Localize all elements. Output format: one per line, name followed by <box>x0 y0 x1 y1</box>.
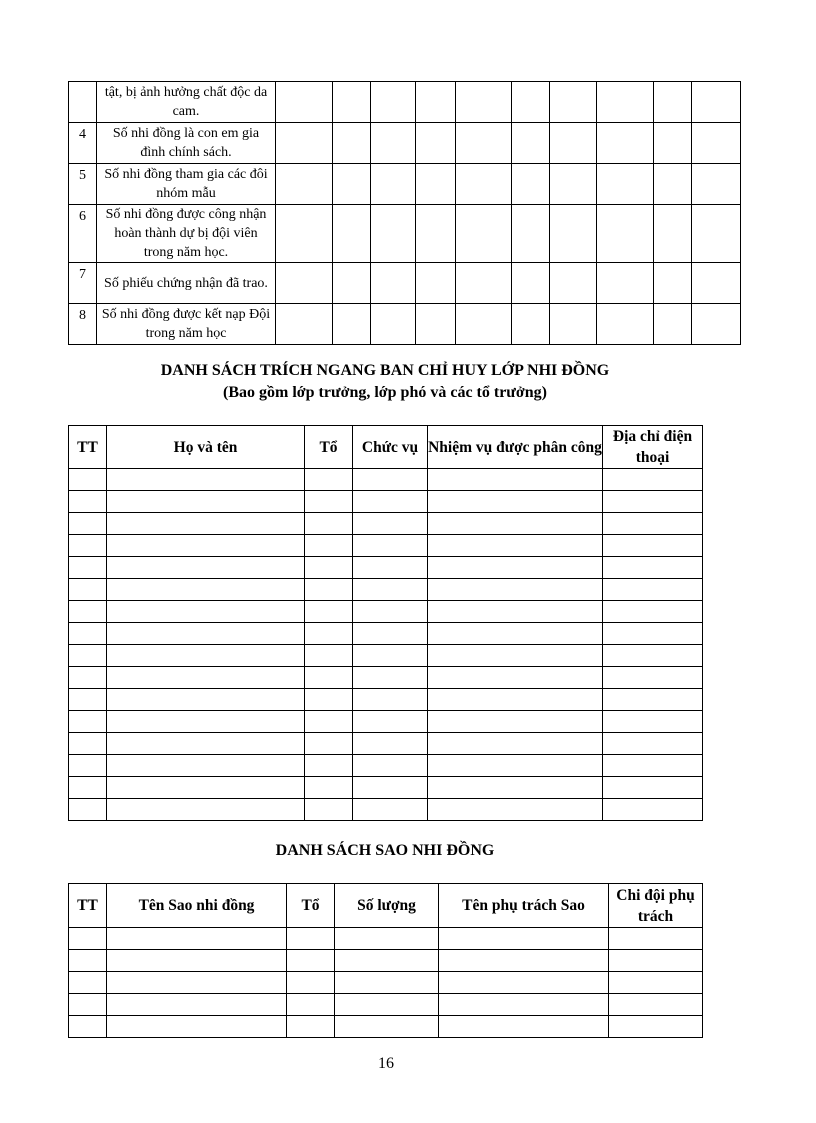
row-number: 7 <box>69 263 97 304</box>
committee-title: DANH SÁCH TRÍCH NGANG BAN CHỈ HUY LỚP NHI ĐỒNG <box>160 362 610 379</box>
blank-cell <box>69 950 107 972</box>
blank-cell <box>305 645 353 667</box>
blank-cell <box>603 689 703 711</box>
blank-cell <box>654 82 692 123</box>
blank-cell <box>69 928 107 950</box>
table-row <box>69 557 703 579</box>
blank-cell <box>276 205 333 263</box>
blank-cell <box>353 601 428 623</box>
blank-cell <box>333 205 371 263</box>
blank-cell <box>428 645 603 667</box>
blank-cell <box>305 689 353 711</box>
table-row <box>69 799 703 821</box>
blank-cell <box>69 1016 107 1038</box>
blank-cell <box>428 557 603 579</box>
blank-cell <box>69 557 107 579</box>
blank-cell <box>692 205 741 263</box>
blank-cell <box>456 263 512 304</box>
blank-cell <box>456 205 512 263</box>
star-title: DANH SÁCH SAO NHI ĐỒNG <box>275 842 495 859</box>
blank-cell <box>69 513 107 535</box>
blank-cell <box>69 777 107 799</box>
blank-cell <box>512 82 550 123</box>
table-row <box>69 491 703 513</box>
blank-cell <box>353 799 428 821</box>
blank-cell <box>69 755 107 777</box>
blank-cell <box>603 535 703 557</box>
blank-cell <box>107 799 305 821</box>
blank-cell <box>609 1016 703 1038</box>
table-row <box>69 82 741 123</box>
blank-cell <box>439 994 609 1016</box>
blank-cell <box>550 164 597 205</box>
col-header-position: Chức vụ <box>353 426 428 469</box>
blank-cell <box>333 164 371 205</box>
blank-cell <box>353 755 428 777</box>
blank-cell <box>287 928 335 950</box>
blank-cell <box>654 205 692 263</box>
col-header-star-leader: Tên phụ trách Sao <box>439 884 609 928</box>
blank-cell <box>107 557 305 579</box>
blank-cell <box>692 82 741 123</box>
blank-cell <box>456 164 512 205</box>
blank-cell <box>107 733 305 755</box>
blank-cell <box>416 82 456 123</box>
blank-cell <box>107 950 287 972</box>
row-number: 6 <box>69 205 97 263</box>
blank-cell <box>597 304 654 345</box>
blank-cell <box>305 799 353 821</box>
col-header-team: Tổ <box>305 426 353 469</box>
blank-cell <box>107 513 305 535</box>
blank-cell <box>416 123 456 164</box>
blank-cell <box>353 689 428 711</box>
blank-cell <box>692 164 741 205</box>
blank-cell <box>287 1016 335 1038</box>
row-number <box>69 82 97 123</box>
blank-cell <box>371 123 416 164</box>
blank-cell <box>69 667 107 689</box>
blank-cell <box>371 205 416 263</box>
blank-cell <box>107 755 305 777</box>
committee-table <box>68 425 703 821</box>
blank-cell <box>597 123 654 164</box>
row-label: Số nhi đồng là con em gia đình chính sách. <box>97 123 276 164</box>
blank-cell <box>609 950 703 972</box>
blank-cell <box>276 123 333 164</box>
blank-cell <box>353 777 428 799</box>
blank-cell <box>305 777 353 799</box>
blank-cell <box>428 799 603 821</box>
blank-cell <box>428 711 603 733</box>
blank-cell <box>609 928 703 950</box>
blank-cell <box>353 645 428 667</box>
row-number: 8 <box>69 304 97 345</box>
blank-cell <box>107 623 305 645</box>
blank-cell <box>276 82 333 123</box>
table-row <box>69 755 703 777</box>
blank-cell <box>597 82 654 123</box>
blank-cell <box>335 972 439 994</box>
blank-cell <box>603 491 703 513</box>
blank-cell <box>654 123 692 164</box>
blank-cell <box>603 601 703 623</box>
blank-cell <box>69 645 107 667</box>
col-header-star-name: Tên Sao nhi đồng <box>107 884 287 928</box>
blank-cell <box>305 535 353 557</box>
blank-cell <box>107 994 287 1016</box>
table-row <box>69 205 741 263</box>
blank-cell <box>353 579 428 601</box>
blank-cell <box>428 513 603 535</box>
blank-cell <box>107 928 287 950</box>
row-label: Số nhi đồng được kết nạp Đội trong năm học <box>97 304 276 345</box>
blank-cell <box>603 733 703 755</box>
blank-cell <box>428 491 603 513</box>
blank-cell <box>456 82 512 123</box>
table-row <box>69 535 703 557</box>
blank-cell <box>428 667 603 689</box>
blank-cell <box>428 689 603 711</box>
blank-cell <box>69 994 107 1016</box>
blank-cell <box>371 263 416 304</box>
blank-cell <box>305 513 353 535</box>
blank-cell <box>107 711 305 733</box>
blank-cell <box>333 304 371 345</box>
blank-cell <box>69 689 107 711</box>
blank-cell <box>305 601 353 623</box>
blank-cell <box>550 263 597 304</box>
blank-cell <box>416 205 456 263</box>
blank-cell <box>107 689 305 711</box>
blank-cell <box>287 950 335 972</box>
row-label: Số nhi đồng được công nhận hoàn thành dự bị đội viên trong năm học. <box>97 205 276 263</box>
col-header-tt: TT <box>69 884 107 928</box>
blank-cell <box>276 263 333 304</box>
blank-cell <box>305 733 353 755</box>
table-row <box>69 733 703 755</box>
blank-cell <box>603 579 703 601</box>
blank-cell <box>428 733 603 755</box>
blank-cell <box>335 950 439 972</box>
blank-cell <box>371 82 416 123</box>
blank-cell <box>456 304 512 345</box>
blank-cell <box>428 535 603 557</box>
blank-cell <box>69 469 107 491</box>
blank-cell <box>428 601 603 623</box>
blank-cell <box>371 164 416 205</box>
blank-cell <box>439 1016 609 1038</box>
blank-cell <box>428 623 603 645</box>
blank-cell <box>276 304 333 345</box>
table-row <box>69 469 703 491</box>
blank-cell <box>287 994 335 1016</box>
blank-cell <box>107 601 305 623</box>
row-number: 4 <box>69 123 97 164</box>
blank-cell <box>428 777 603 799</box>
blank-cell <box>597 263 654 304</box>
blank-cell <box>603 711 703 733</box>
blank-cell <box>692 304 741 345</box>
col-header-tt: TT <box>69 426 107 469</box>
blank-cell <box>69 535 107 557</box>
blank-cell <box>512 164 550 205</box>
table-row <box>69 667 703 689</box>
blank-cell <box>107 579 305 601</box>
blank-cell <box>654 304 692 345</box>
blank-cell <box>69 799 107 821</box>
blank-cell <box>305 755 353 777</box>
blank-cell <box>353 535 428 557</box>
blank-cell <box>603 777 703 799</box>
blank-cell <box>107 1016 287 1038</box>
table-row <box>69 623 703 645</box>
blank-cell <box>333 263 371 304</box>
blank-cell <box>550 82 597 123</box>
blank-cell <box>512 263 550 304</box>
blank-cell <box>353 711 428 733</box>
col-header-duty: Nhiệm vụ được phân công <box>428 426 603 469</box>
blank-cell <box>353 557 428 579</box>
star-table <box>68 883 703 1038</box>
col-header-contact: Địa chỉ điện thoại <box>603 426 703 469</box>
blank-cell <box>333 82 371 123</box>
blank-cell <box>305 623 353 645</box>
table-row <box>69 689 703 711</box>
blank-cell <box>335 994 439 1016</box>
blank-cell <box>550 123 597 164</box>
blank-cell <box>609 994 703 1016</box>
table-row <box>69 950 703 972</box>
blank-cell <box>439 950 609 972</box>
blank-cell <box>692 263 741 304</box>
blank-cell <box>439 972 609 994</box>
blank-cell <box>335 1016 439 1038</box>
table-row <box>69 304 741 345</box>
blank-cell <box>353 513 428 535</box>
blank-cell <box>305 491 353 513</box>
col-header-squad: Chi đội phụ trách <box>609 884 703 928</box>
blank-cell <box>353 623 428 645</box>
blank-cell <box>692 123 741 164</box>
page-number: 16 <box>378 1055 394 1072</box>
table-row <box>69 263 741 304</box>
blank-cell <box>107 777 305 799</box>
blank-cell <box>609 972 703 994</box>
blank-cell <box>603 623 703 645</box>
blank-cell <box>512 123 550 164</box>
blank-cell <box>654 263 692 304</box>
row-label: tật, bị ảnh hưởng chất độc da cam. <box>97 82 276 123</box>
blank-cell <box>353 667 428 689</box>
col-header-quantity: Số lượng <box>335 884 439 928</box>
blank-cell <box>69 579 107 601</box>
blank-cell <box>603 755 703 777</box>
col-header-name: Họ và tên <box>107 426 305 469</box>
table-row <box>69 972 703 994</box>
blank-cell <box>287 972 335 994</box>
blank-cell <box>107 645 305 667</box>
blank-cell <box>333 123 371 164</box>
table-row <box>69 164 741 205</box>
stats-table <box>68 81 741 345</box>
blank-cell <box>456 123 512 164</box>
blank-cell <box>107 469 305 491</box>
table-row <box>69 601 703 623</box>
blank-cell <box>107 535 305 557</box>
blank-cell <box>603 557 703 579</box>
row-label: Số nhi đồng tham gia các đôi nhóm mẫu <box>97 164 276 205</box>
table-row <box>69 579 703 601</box>
table-row <box>69 123 741 164</box>
blank-cell <box>305 469 353 491</box>
blank-cell <box>603 667 703 689</box>
blank-cell <box>603 469 703 491</box>
blank-cell <box>107 667 305 689</box>
blank-cell <box>597 164 654 205</box>
blank-cell <box>69 623 107 645</box>
blank-cell <box>305 579 353 601</box>
row-number: 5 <box>69 164 97 205</box>
blank-cell <box>69 601 107 623</box>
blank-cell <box>654 164 692 205</box>
blank-cell <box>603 799 703 821</box>
table-row <box>69 711 703 733</box>
blank-cell <box>597 205 654 263</box>
blank-cell <box>603 513 703 535</box>
table-row <box>69 513 703 535</box>
blank-cell <box>305 557 353 579</box>
blank-cell <box>305 667 353 689</box>
blank-cell <box>428 755 603 777</box>
table-row <box>69 928 703 950</box>
blank-cell <box>69 711 107 733</box>
blank-cell <box>603 645 703 667</box>
committee-subtitle: (Bao gồm lớp trưởng, lớp phó và các tổ trưởng) <box>223 384 547 401</box>
blank-cell <box>69 972 107 994</box>
blank-cell <box>69 733 107 755</box>
blank-cell <box>416 263 456 304</box>
blank-cell <box>512 304 550 345</box>
blank-cell <box>416 164 456 205</box>
blank-cell <box>276 164 333 205</box>
blank-cell <box>107 972 287 994</box>
blank-cell <box>428 469 603 491</box>
blank-cell <box>69 491 107 513</box>
table-row <box>69 645 703 667</box>
blank-cell <box>550 304 597 345</box>
table-row <box>69 994 703 1016</box>
blank-cell <box>353 469 428 491</box>
blank-cell <box>353 491 428 513</box>
blank-cell <box>107 491 305 513</box>
blank-cell <box>305 711 353 733</box>
blank-cell <box>512 205 550 263</box>
table-row <box>69 777 703 799</box>
col-header-team: Tổ <box>287 884 335 928</box>
blank-cell <box>550 205 597 263</box>
blank-cell <box>371 304 416 345</box>
table-row <box>69 1016 703 1038</box>
blank-cell <box>428 579 603 601</box>
blank-cell <box>335 928 439 950</box>
blank-cell <box>416 304 456 345</box>
blank-cell <box>353 733 428 755</box>
blank-cell <box>439 928 609 950</box>
row-label: Số phiếu chứng nhận đã trao. <box>97 263 276 304</box>
